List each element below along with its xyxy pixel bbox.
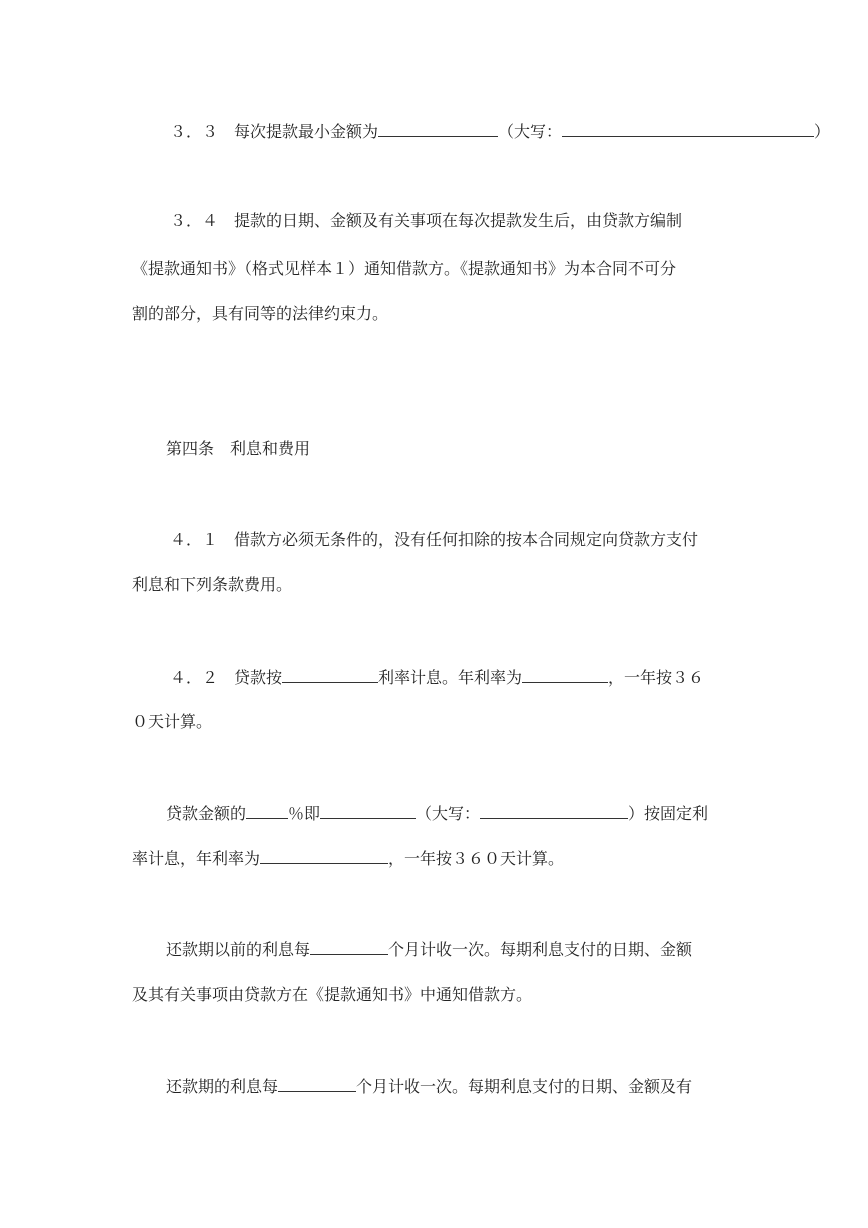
interest-before-line2: 及其有关事项由贷款方在《提款通知书》中通知借款方。 [132,985,533,1004]
clause-4-2-text: ４．２ 贷款按 [170,668,283,687]
clause-3-3-close: ） [814,122,831,141]
interest-during-rest: 个月计收一次。每期利息支付的日期、金额及有 [356,1077,693,1096]
clause-4-1-line1: ４．１ 借款方必须无条件的，没有任何扣除的按本合同规定向贷款方支付 [170,530,699,549]
rate-type-blank[interactable] [282,667,378,683]
min-amount-blank[interactable] [378,121,498,137]
fixed-rate-text: ）按固定利 [628,804,709,823]
clause-3-3-text: ３．３ 每次提款最小金额为 [170,122,379,141]
interest-before-text: 还款期以前的利息每 [166,940,311,959]
fixed-rate-days: ，一年按３６０天计算。 [388,849,565,868]
loan-amount-line2 [132,848,564,869]
min-amount-capital-blank[interactable] [562,121,814,137]
percent-label: ％即 [288,804,321,823]
article-4-heading: 第四条 利息和费用 [166,439,311,458]
interest-before-months-blank[interactable] [310,939,388,955]
fixed-rate-label: 率计息，年利率为 [132,849,261,868]
fixed-annual-rate-blank[interactable] [260,848,388,864]
loan-amount-line1 [166,803,708,824]
clause-3-4-line1: ３．４ 提款的日期、金额及有关事项在每次提款发生后，由贷款方编制 [170,211,683,230]
annual-rate-blank[interactable] [522,667,608,683]
percent-blank[interactable] [246,803,288,819]
amount-capital-label: （大写： [416,804,481,823]
clause-4-1-line2: 利息和下列条款费用。 [132,575,293,594]
clause-3-4-line2: 《提款通知书》（格式见样本１）通知借款方。《提款通知书》为本合同不可分 [132,259,677,278]
interest-during-text: 还款期的利息每 [166,1077,279,1096]
clause-4-2-line2: ０天计算。 [132,712,213,731]
clause-4-2-days: ，一年按３６ [608,668,705,687]
clause-4-2-line1 [170,667,704,688]
clause-3-4-line3: 割的部分，具有同等的法律约束力。 [132,304,389,323]
interest-during-line1 [166,1076,692,1097]
interest-during-months-blank[interactable] [278,1076,356,1092]
clause-3-3 [170,121,830,142]
amount-blank[interactable] [320,803,416,819]
clause-3-3-capital-label: （大写： [498,122,563,141]
amount-capital-blank[interactable] [480,803,628,819]
interest-before-rest: 个月计收一次。每期利息支付的日期、金额 [388,940,693,959]
clause-4-2-rate-label: 利率计息。年利率为 [378,668,523,687]
loan-amount-text: 贷款金额的 [166,804,247,823]
interest-before-line1 [166,939,692,960]
